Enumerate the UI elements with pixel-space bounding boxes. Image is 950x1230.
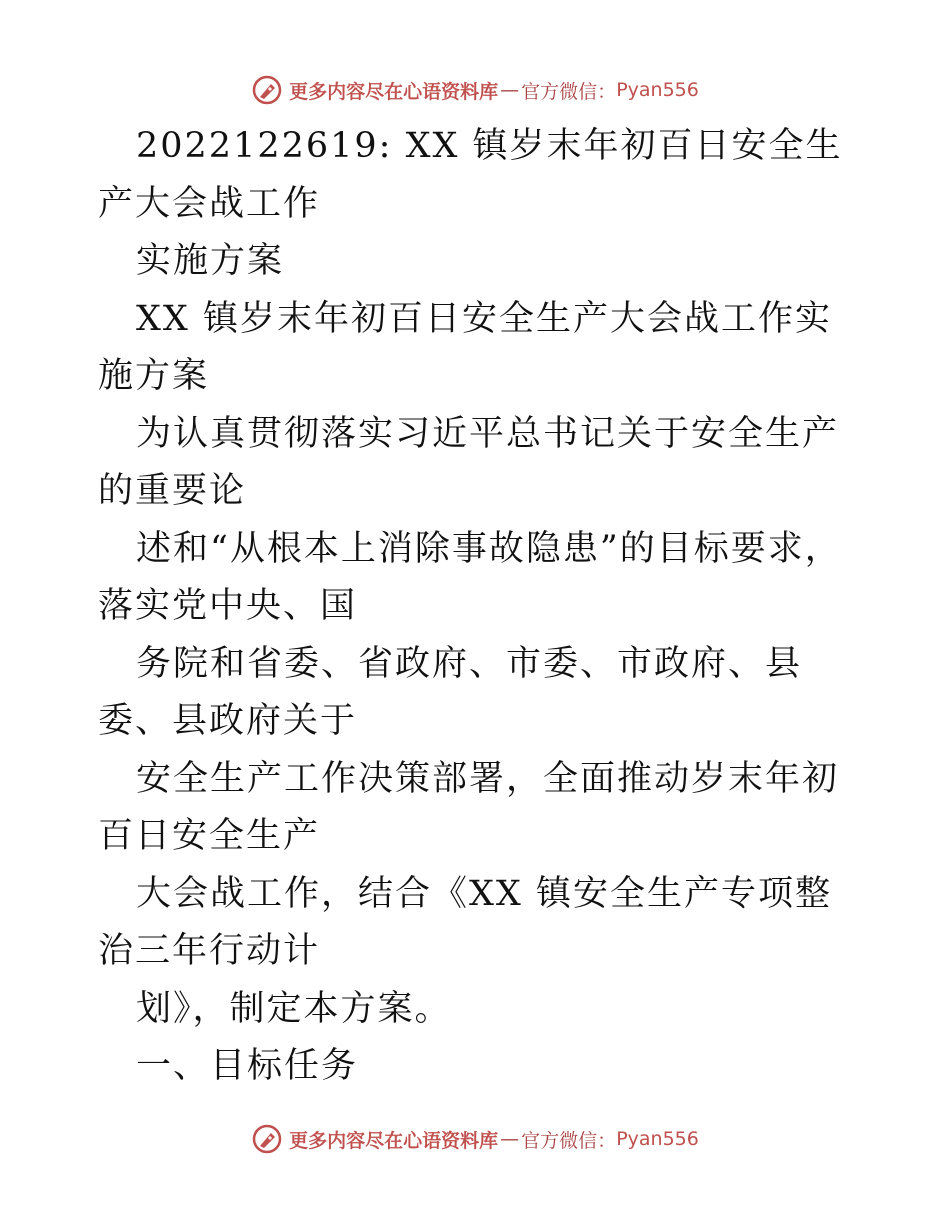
body-paragraph: 安全生产工作决策部署，全面推动岁末年初百日安全生产 (98, 758, 840, 856)
body-paragraph: 述和“从根本上消除事故隐患”的目标要求，落实党中央、国 (98, 528, 842, 626)
watermark-text: 更多内容尽在心语资料库 (289, 1129, 499, 1152)
watermark-separator: — (500, 1128, 520, 1150)
pen-nib-logo-icon (251, 74, 283, 106)
document-title-line: 2022122619: XX 镇岁末年初百日安全生产大会战工作 (98, 126, 843, 224)
body-paragraph: 为认真贯彻落实习近平总书记关于安全生产的重要论 (98, 413, 840, 511)
header-watermark (0, 70, 950, 110)
body-paragraph: 务院和省委、省政府、市委、市政府、县委、县政府关于 (98, 643, 803, 741)
watermark-text: 更多内容尽在心语资料库 (289, 80, 499, 103)
document-subtitle-line: 实施方案 (136, 241, 285, 281)
section-heading: 一、目标任务 (136, 1046, 359, 1086)
footer-watermark (0, 1119, 950, 1159)
body-paragraph: 大会战工作，结合《XX 镇安全生产专项整治三年行动计 (98, 873, 832, 971)
document-heading: XX 镇岁末年初百日安全生产大会战工作实施方案 (98, 298, 832, 396)
watermark-wechat-label: 官方微信： (521, 80, 617, 103)
pen-nib-logo-icon (251, 1123, 283, 1155)
document-body (98, 118, 858, 1096)
watermark-wechat-id: Pyan556 (616, 79, 699, 101)
watermark-wechat-id: Pyan556 (616, 1128, 699, 1150)
body-paragraph: 划》，制定本方案。 (136, 988, 452, 1029)
watermark-wechat-label: 官方微信： (521, 1129, 617, 1152)
watermark-separator: — (500, 79, 520, 101)
